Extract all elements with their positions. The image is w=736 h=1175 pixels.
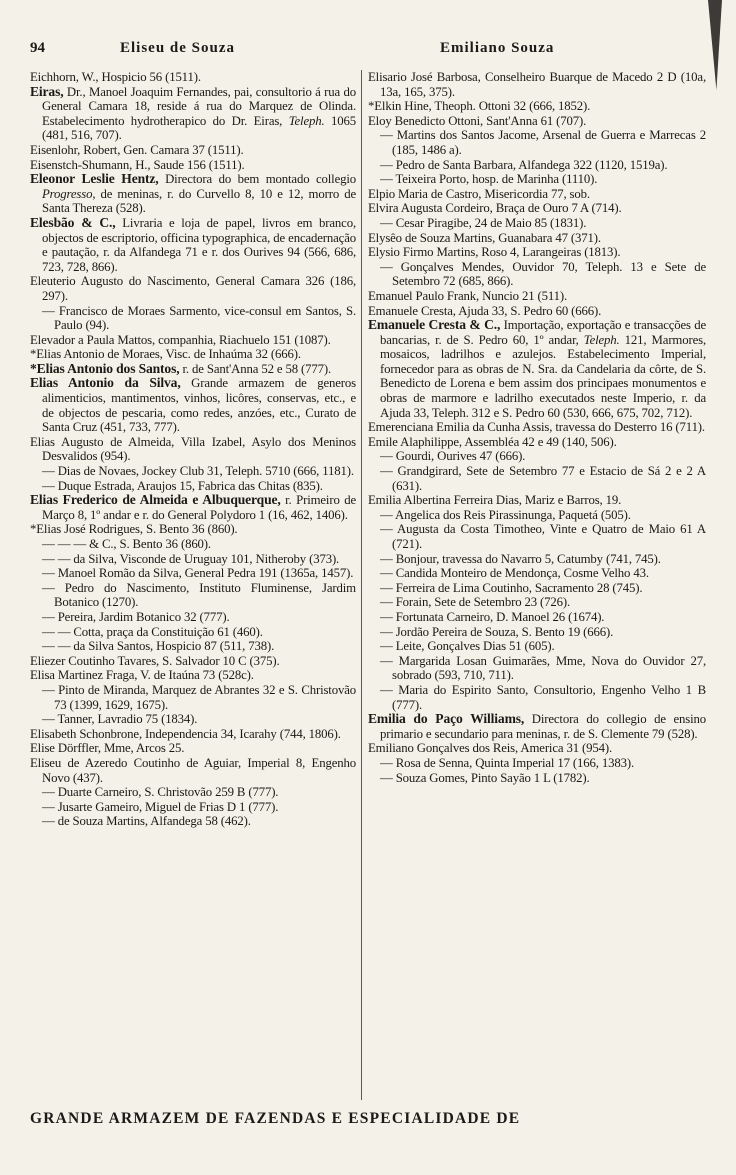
directory-entry: Emile Alaphilippe, Assembléa 42 e 49 (140, 506). <box>368 434 617 449</box>
directory-entry: — Candida Monteiro de Mendonça, Cosme Velho 43. <box>380 566 649 581</box>
directory-entry: — Francisco de Moraes Sarmento, vice-consul em Santos, S. Paulo (94). <box>42 303 356 333</box>
directory-entry: — Gonçalves Mendes, Ouvidor 70, Teleph. 13 e Sete de Setembro 72 (685, 866). <box>380 259 706 289</box>
directory-entry <box>30 85 356 143</box>
directory-entry: Elevador a Paula Mattos, companhia, Riachuelo 151 (1087). <box>30 332 331 347</box>
directory-entry: Elias Augusto de Almeida, Villa Izabel, Asylo dos Meninos Desvalidos (954). <box>30 434 356 464</box>
entry-text: Directora do collegio de ensino primario e secundario para meninas, r. de S. Clemente 79 (528). <box>380 712 706 741</box>
directory-entry: Emiliano Gonçalves dos Reis, America 31 (954). <box>368 741 613 756</box>
directory-entry: — Pedro de Santa Barbara, Alfandega 322 (1120, 1519a). <box>380 157 668 172</box>
directory-entry: — Teixeira Porto, hosp. de Marinha (1110). <box>380 172 598 187</box>
entry-text: Dr., Manoel Joaquim Fernandes, pai, consultorio á rua do General Camara 18, reside á rua do Marquez de Olinda. Estabelecimento hydrotherapico do Dr. Eiras, <box>42 84 356 128</box>
column-divider <box>361 70 362 1100</box>
left-column <box>30 70 356 1100</box>
directory-entry: — Augusta da Costa Timotheo, Vinte e Quatro de Maio 61 A (721). <box>380 522 706 551</box>
entry-text-rest: 1065 (481, 516, 707). <box>42 113 356 143</box>
entry-text: Grande armazem de generos alimenticios, mantimentos, vinhos, licôres, conservas, etc., e de objectos de pescaria, como redes, anzóes, etc., Curato de Santa Cruz (451, 733, 777). <box>42 376 356 435</box>
directory-entry: Emilia Albertina Ferreira Dias, Mariz e Barros, 19. <box>368 493 622 508</box>
directory-entry: — — Cotta, praça da Constituição 61 (460). <box>42 624 263 639</box>
entry-name: Emanuele Cresta & C., <box>368 317 501 333</box>
directory-entry <box>30 493 356 522</box>
entry-name: *Elias Antonio dos Santos, <box>30 360 180 376</box>
directory-entry: Emerenciana Emilia da Cunha Assis, travessa do Desterro 16 (711). <box>368 420 705 435</box>
entry-text: Importação, exportação e transacções de bancarias, r. de S. Pedro 60, 1º andar, <box>380 318 706 347</box>
directory-entry: — Pereira, Jardim Botanico 32 (777). <box>42 609 230 624</box>
directory-entry: Elvira Augusta Cordeiro, Braça de Ouro 7 A (714). <box>368 201 622 216</box>
page-edge-mark <box>708 0 722 90</box>
directory-entry: — Gourdi, Ourives 47 (666). <box>380 449 526 464</box>
directory-entry: Elisa Martinez Fraga, V. de Itaúna 73 (528c). <box>30 668 254 683</box>
directory-entry: — Cesar Piragibe, 24 de Maio 85 (1831). <box>380 215 587 230</box>
entry-italic: Teleph. <box>288 113 325 128</box>
directory-entry: *Elkin Hine, Theoph. Ottoni 32 (666, 1852). <box>368 99 591 114</box>
directory-entry: Elysêo de Souza Martins, Guanabara 47 (371). <box>368 230 601 245</box>
page-footer-advert: GRANDE ARMAZEM DE FAZENDAS E ESPECIALIDADE DE <box>30 1110 521 1127</box>
running-head-right: Emiliano Souza <box>440 40 555 56</box>
directory-entry: — Pinto de Miranda, Marquez de Abrantes 32 e S. Christovão 73 (1399, 1629, 1675). <box>42 682 356 712</box>
directory-entry: Eleuterio Augusto do Nascimento, General Camara 326 (186, 297). <box>30 274 356 303</box>
directory-entry <box>30 362 356 377</box>
entry-text: r. Primeiro de Março 8, 1º andar e r. do General Polydoro 1 (16, 462, 1406). <box>42 493 356 522</box>
directory-entry: *Elias Antonio de Moraes, Visc. de Inhaúma 32 (666). <box>30 347 301 362</box>
entry-name: Emilia do Paço Williams, <box>368 711 525 727</box>
directory-entry: Elisabeth Schonbrone, Independencia 34, Icarahy (744, 1806). <box>30 726 341 741</box>
directory-entry: Elpio Maria de Castro, Misericordia 77, sob. <box>368 186 590 201</box>
directory-entry: — Forain, Sete de Setembro 23 (726). <box>380 595 571 610</box>
directory-entry: — Jusarte Gameiro, Miguel de Frias D 1 (777). <box>42 799 279 814</box>
entry-name: Eiras, <box>30 83 64 99</box>
directory-entry: — Duarte Carneiro, S. Christovão 259 B (777). <box>42 785 279 800</box>
entry-italic: Teleph. <box>583 332 620 347</box>
directory-entry: Elise Dörffler, Mme, Arcos 25. <box>30 741 185 756</box>
directory-entry: — Maria do Espirito Santo, Consultorio, Engenho Velho 1 B (777). <box>380 682 706 712</box>
directory-entry: Eliseu de Azeredo Coutinho de Aguiar, Imperial 8, Engenho Novo (437). <box>30 755 356 785</box>
page-number: 94 <box>30 40 45 56</box>
entry-text: Directora do bem montado collegio <box>158 172 356 187</box>
directory-entry: — — — & C., S. Bento 36 (860). <box>42 537 211 551</box>
directory-entry: — Bonjour, travessa do Navarro 5, Catumby (741, 745). <box>380 551 661 566</box>
directory-entry <box>30 172 356 216</box>
directory-entry: Elisario José Barbosa, Conselheiro Buarque de Macedo 2 D (10a, 13a, 165, 375). <box>368 70 706 99</box>
directory-entry <box>368 712 706 741</box>
directory-entry: *Elias José Rodrigues, S. Bento 36 (860). <box>30 522 238 537</box>
page-header <box>30 40 710 62</box>
entry-name: Eleonor Leslie Hentz, <box>30 171 159 187</box>
entry-italic: Progresso <box>42 186 93 201</box>
directory-entry: Eichhorn, W., Hospicio 56 (1511). <box>30 70 201 84</box>
directory-entry: Elysio Firmo Martins, Roso 4, Larangeiras (1813). <box>368 245 621 260</box>
directory-entry: — Dias de Novaes, Jockey Club 31, Teleph. 5710 (666, 1181). <box>42 464 354 479</box>
directory-entry: Eisenstch-Shumann, H., Saude 156 (1511). <box>30 157 245 172</box>
directory-entry: Emanuel Paulo Frank, Nuncio 21 (511). <box>368 288 568 303</box>
entry-name: Elias Frederico de Almeida e Albuquerque, <box>30 492 281 508</box>
directory-entry: — Ferreira de Lima Coutinho, Sacramento 28 (745). <box>380 580 643 595</box>
directory-entry: — Fortunata Carneiro, D. Manoel 26 (1674). <box>380 609 605 624</box>
directory-entry: — Rosa de Senna, Quinta Imperial 17 (166, 1383). <box>380 755 635 770</box>
directory-entry: — Tanner, Lavradio 75 (1834). <box>42 712 198 727</box>
directory-entry: Eliezer Coutinho Tavares, S. Salvador 10 C (375). <box>30 653 280 668</box>
directory-entry: — — da Silva, Visconde de Uruguay 101, Nitheroby (373). <box>42 551 340 566</box>
directory-entry: — de Souza Martins, Alfandega 58 (462). <box>42 814 251 829</box>
entry-text-rest: 121, Marmores, mosaicos, ladrilhos e azulejos. Estabelecimento Imperial, fornecedor para as obras de N. Sra. da Candelaria da côrte, de S. Benedicto de Lorena e bem assim dos principaes monumentos e obras de marmore e ladrilho executados neste Imperio, r. da Ajuda 33, Teleph. 312 e S. Pedro 60 (530, 666, 675, 702, 712). <box>380 332 706 420</box>
running-head-left: Eliseu de Souza <box>120 40 236 56</box>
directory-entry <box>368 318 706 420</box>
entry-text-rest: , de meninas, r. do Curvello 8, 10 e 12, morro de Santa Thereza (528). <box>42 186 356 216</box>
directory-entry <box>30 376 356 434</box>
directory-entry: — Pedro do Nascimento, Instituto Fluminense, Jardim Botanico (1270). <box>42 580 356 610</box>
directory-entry: — Martins dos Santos Jacome, Arsenal de Guerra e Marrecas 2 (185, 1486 a). <box>380 128 706 157</box>
directory-entry: — Margarida Losan Guimarães, Mme, Nova do Ouvidor 27, sobrado (593, 710, 711). <box>380 653 706 683</box>
directory-entry: — Souza Gomes, Pinto Sayão 1 L (1782). <box>380 770 590 785</box>
directory-entry: Emanuele Cresta, Ajuda 33, S. Pedro 60 (666). <box>368 303 602 318</box>
directory-entry <box>30 216 356 274</box>
directory-entry: — Duque Estrada, Araujos 15, Fabrica das Chitas (835). <box>42 478 323 493</box>
directory-entry: — — da Silva Santos, Hospicio 87 (511, 738). <box>42 639 275 654</box>
entry-name: Elias Antonio da Silva, <box>30 375 181 391</box>
right-column <box>368 70 706 1100</box>
directory-entry: Eisenlohr, Robert, Gen. Camara 37 (1511). <box>30 142 244 157</box>
entry-text: r. de Sant'Anna 52 e 58 (777). <box>179 361 332 376</box>
directory-entry: — Jordão Pereira de Souza, S. Bento 19 (666). <box>380 624 614 639</box>
directory-entry: — Manoel Romão da Silva, General Pedra 191 (1365a, 1457). <box>42 566 354 581</box>
directory-entry: — Grandgirard, Sete de Setembro 77 e Estacio de Sá 2 e 2 A (631). <box>380 464 706 493</box>
entry-name: Elesbão & C., <box>30 214 116 230</box>
directory-entry: Eloy Benedicto Ottoni, Sant'Anna 61 (707). <box>368 113 587 128</box>
directory-entry: — Leite, Gonçalves Dias 51 (605). <box>380 639 555 654</box>
directory-entry: — Angelica dos Reis Pirassinunga, Paquetá (505). <box>380 507 631 522</box>
entry-text: Livraria e loja de papel, livros em branco, objectos de escriptorio, officina typographica, de encadernação e pautação, r. da Alfandega 71 e r. dos Ourives 94 (566, 686, 723, 728, 866). <box>42 215 356 274</box>
